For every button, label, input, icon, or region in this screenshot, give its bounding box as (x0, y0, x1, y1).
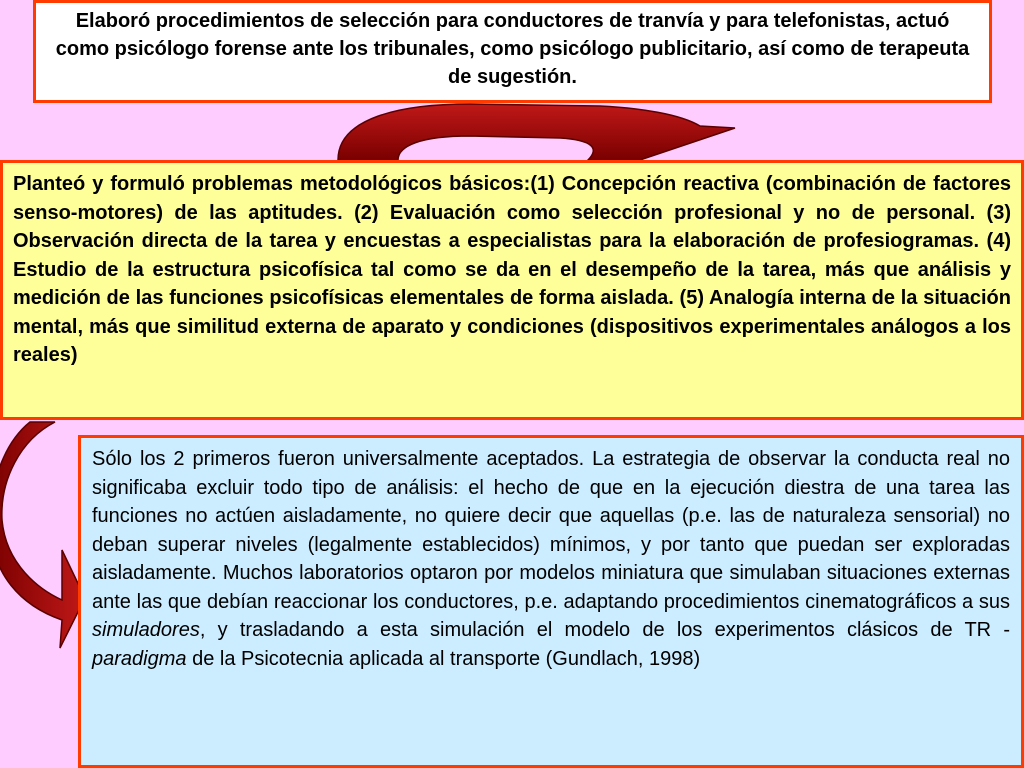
bottom-text-part-1: Sólo los 2 primeros fueron universalmente aceptados. La estrategia de observar la conducta real no significaba excluir todo tipo de análisis: el hecho de que en la ejecución diestra de una tarea las funciones no actúen aisladamente, no quiere decir que aquellas (p.e. las de naturaleza sensorial) no deban superar niveles (legalmente establecidos) mínimos, y por tanto que puedan ser exploradas aisladamente. Muchos laboratorios optaron por modelos miniatura que simulaban situaciones externas ante las que debían reaccionar los conductores, p.e. adaptando procedimientos cinematográficos a sus (92, 448, 1010, 613)
bottom-paragraph (92, 448, 1010, 670)
bottom-text-box (78, 435, 1024, 768)
top-paragraph: Elaboró procedimientos de selección para conductores de tranvía y para telefonistas, actuó como psicólogo forense ante los tribunales, como psicólogo publicitario, así como de terapeuta de sugestión. (55, 10, 970, 88)
bottom-italic-simuladores: simuladores (92, 619, 200, 641)
bottom-text-part-2: , y trasladando a esta simulación el modelo de los experimentos clásicos de TR - (199, 619, 1010, 641)
bottom-italic-paradigma: paradigma (92, 647, 187, 670)
bottom-text-part-3: de la Psicotecnia aplicada al transporte (Gundlach, 1998) (186, 647, 701, 670)
middle-paragraph: Planteó y formuló problemas metodológicos básicos:(1) Concepción reactiva (combinación de factores senso-motores) de las aptitudes. (2) Evaluación como selección profesional y no de personal. (3) Observación directa de la tarea y encuestas a especialistas para la elaboración de profesiogramas. (4) Estudio de la estructura psicofísica tal como se da en el desempeño de la tarea, más que análisis y medición de las funciones psicofísicas elementales de forma aislada. (5) Analogía interna de la situación mental, más que similitud externa de aparato y condiciones (dispositivos experimentales análogos a los reales) (13, 173, 1011, 366)
